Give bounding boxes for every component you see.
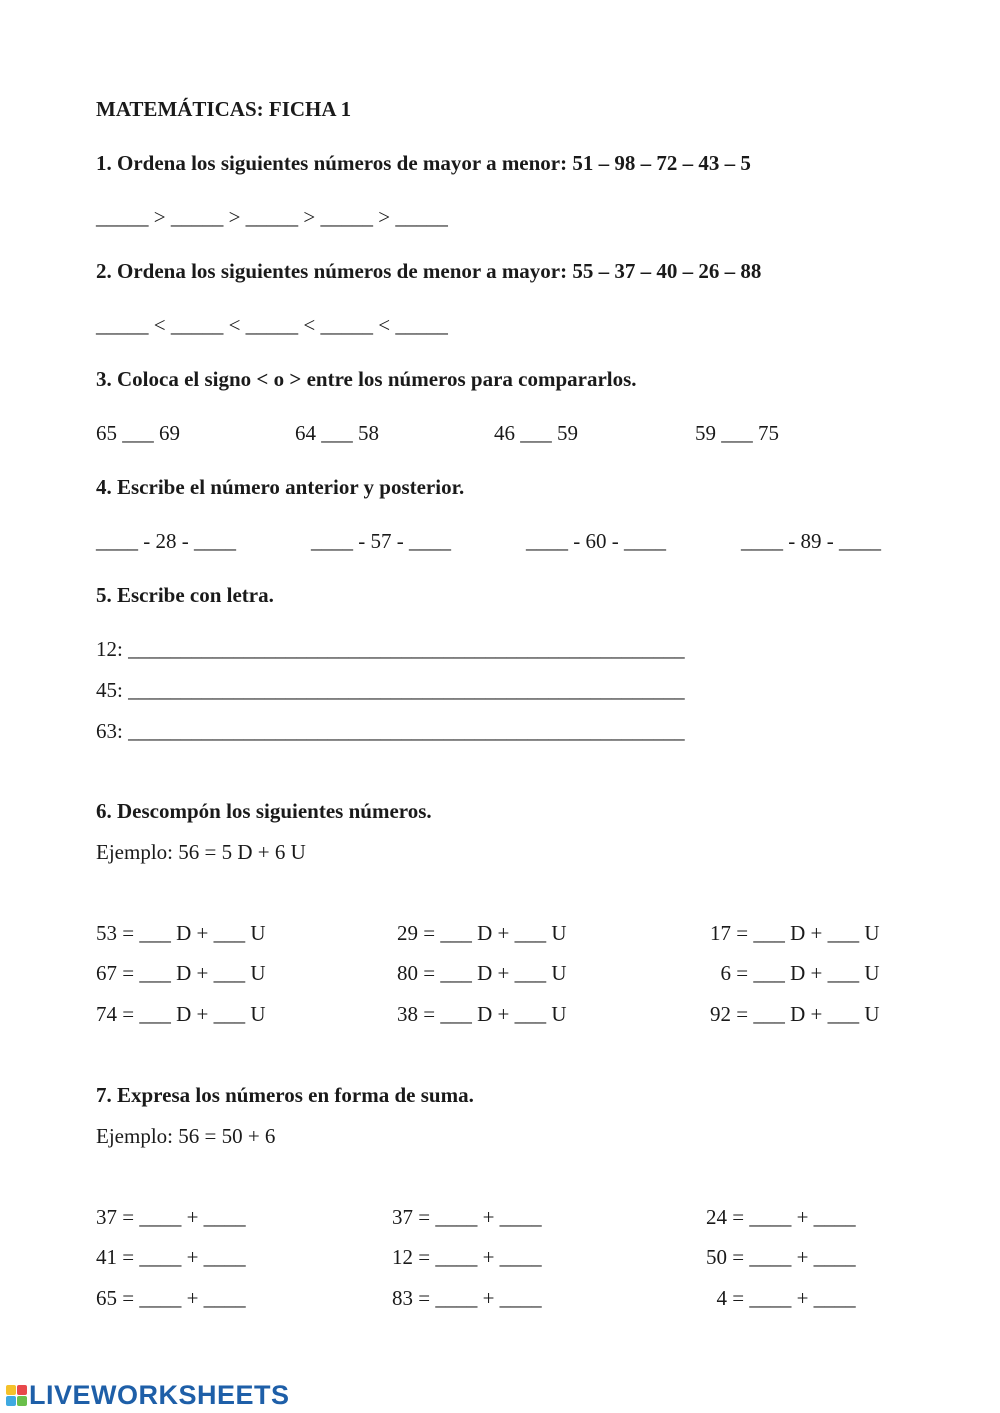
decompose-item[interactable]: 6 = ___ D + ___ U [710,961,880,985]
question-6-example: Ejemplo: 56 = 5 D + 6 U [96,840,306,864]
question-7-example: Ejemplo: 56 = 50 + 6 [96,1124,276,1148]
question-2-heading: 2. Ordena los siguientes números de menor a mayor: 55 – 37 – 40 – 26 – 88 [96,259,762,283]
page-title: MATEMÁTICAS: FICHA 1 [96,97,352,121]
sum-item[interactable]: 4 = ____ + ____ [706,1286,856,1310]
question-7-heading: 7. Expresa los números en forma de suma. [96,1083,474,1107]
question-2-answer-line[interactable]: _____ < _____ < _____ < _____ < _____ [96,313,448,337]
sum-item[interactable]: 50 = ____ + ____ [706,1245,856,1269]
write-line-45[interactable]: 45: _____________________________________________________ [96,678,685,702]
decompose-item[interactable]: 67 = ___ D + ___ U [96,961,266,985]
sum-item[interactable]: 12 = ____ + ____ [392,1245,542,1269]
sum-item[interactable]: 37 = ____ + ____ [392,1205,542,1229]
liveworksheets-brand-text: LIVEWORKSHEETS [29,1379,290,1410]
liveworksheets-logo [6,1379,290,1411]
decompose-item[interactable]: 92 = ___ D + ___ U [710,1002,880,1026]
compare-item[interactable]: 65 ___ 69 [96,421,180,445]
question-5-heading: 5. Escribe con letra. [96,583,274,607]
decompose-item[interactable]: 53 = ___ D + ___ U [96,921,266,945]
question-1-answer-line[interactable]: _____ > _____ > _____ > _____ > _____ [96,205,448,229]
neighbor-item[interactable]: ____ - 57 - ____ [311,529,451,553]
decompose-item[interactable]: 74 = ___ D + ___ U [96,1002,266,1026]
decompose-item[interactable]: 29 = ___ D + ___ U [397,921,567,945]
write-line-12[interactable]: 12: _____________________________________________________ [96,637,685,661]
sum-item[interactable]: 24 = ____ + ____ [706,1205,856,1229]
neighbor-item[interactable]: ____ - 89 - ____ [741,529,881,553]
decompose-item[interactable]: 38 = ___ D + ___ U [397,1002,567,1026]
question-1-heading: 1. Ordena los siguientes números de mayor a menor: 51 – 98 – 72 – 43 – 5 [96,151,751,175]
neighbor-item[interactable]: ____ - 60 - ____ [526,529,666,553]
question-6-heading: 6. Descompón los siguientes números. [96,799,432,823]
decompose-item[interactable]: 80 = ___ D + ___ U [397,961,567,985]
decompose-item[interactable]: 17 = ___ D + ___ U [710,921,880,945]
sum-item[interactable]: 83 = ____ + ____ [392,1286,542,1310]
sum-item[interactable]: 65 = ____ + ____ [96,1286,246,1310]
sum-item[interactable]: 41 = ____ + ____ [96,1245,246,1269]
write-line-63[interactable]: 63: _____________________________________________________ [96,719,685,743]
question-3-heading: 3. Coloca el signo < o > entre los números para compararlos. [96,367,637,391]
compare-item[interactable]: 46 ___ 59 [494,421,578,445]
compare-item[interactable]: 59 ___ 75 [695,421,779,445]
question-4-heading: 4. Escribe el número anterior y posterior. [96,475,465,499]
neighbor-item[interactable]: ____ - 28 - ____ [96,529,236,553]
liveworksheets-logo-icon [6,1385,27,1406]
sum-item[interactable]: 37 = ____ + ____ [96,1205,246,1229]
compare-item[interactable]: 64 ___ 58 [295,421,379,445]
